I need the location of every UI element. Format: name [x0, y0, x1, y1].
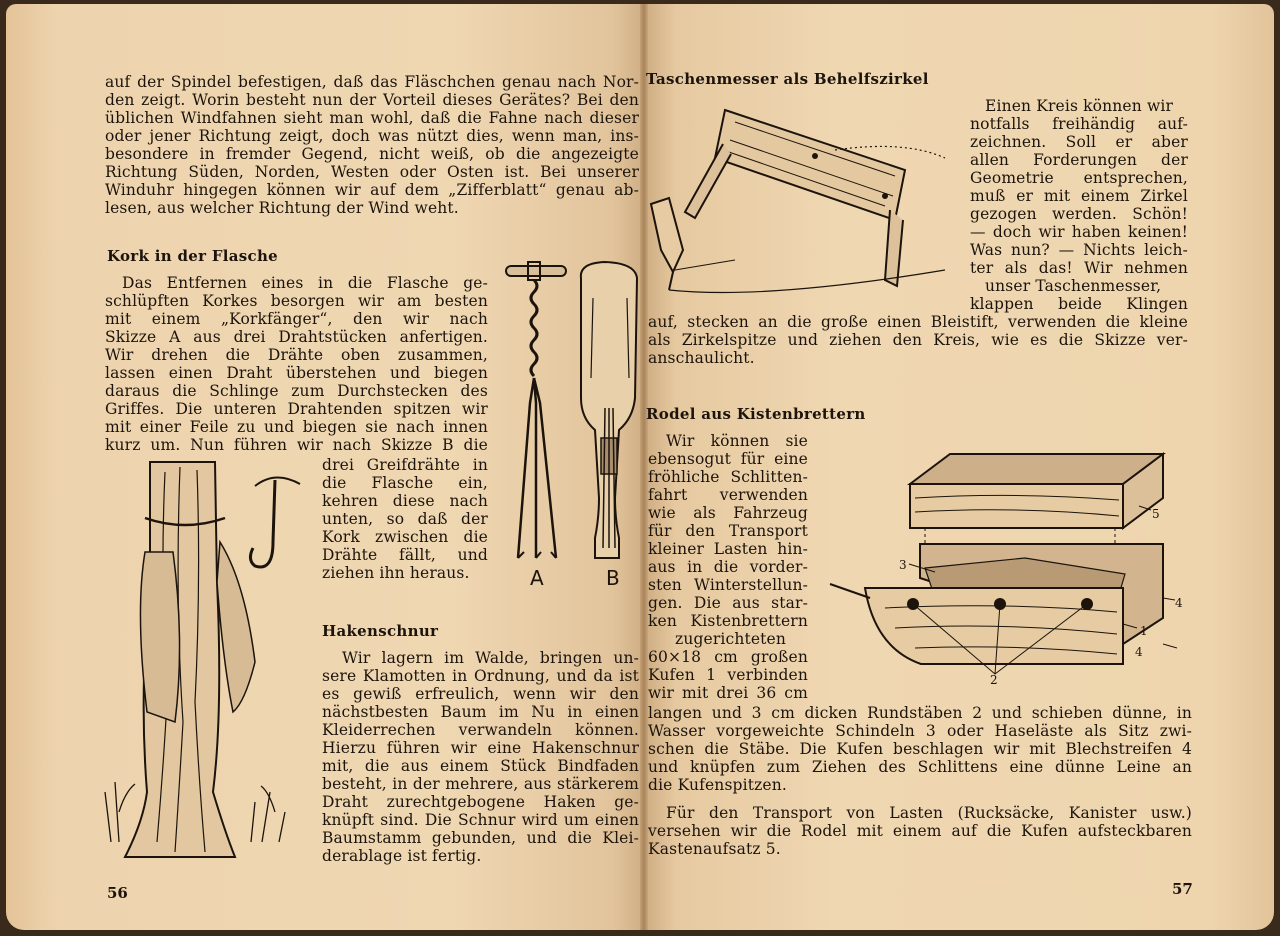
text-line: mit einem „Korkfänger“, den wir nach [105, 310, 488, 328]
text-line: ken Kistenbrettern [648, 612, 808, 630]
text-line: unser Taschenmesser, [985, 277, 1162, 295]
text-line: unten, so daß der [322, 510, 488, 528]
text-line: zeichnen. Soll er aber [970, 133, 1188, 151]
sled-illustration [825, 448, 1185, 688]
knife-compass-illustration [645, 100, 965, 305]
text-line: knüpft sind. Die Schnur wird um einen [322, 811, 639, 829]
text-line: ziehen ihn heraus. [322, 564, 470, 582]
figure-label: 5 [1152, 507, 1160, 521]
page-number-left: 56 [107, 884, 128, 902]
figure-label: 4 [1135, 645, 1143, 659]
text-line: muß er mit einem Zirkel [970, 187, 1188, 205]
text-line: langen und 3 cm dicken Rundstäben 2 und schieben dünne, in [648, 704, 1192, 722]
text-line: nächstbesten Baum im Nu in einen [322, 703, 639, 721]
bottle-illustration [575, 258, 645, 568]
zirkel-heading: Taschenmesser als Behelfszirkel [646, 70, 929, 88]
text-line: und knüpfen zum Ziehen des Schlittens eine dünne Leine an [648, 758, 1192, 776]
figure-label: 4 [1175, 596, 1183, 610]
text-line: üblichen Windfahnen sieht man wohl, daß die Fahne nach dieser [105, 109, 639, 127]
text-line: kurz um. Nun führen wir nach Skizze B die [105, 436, 488, 454]
text-line: drei Greifdrähte in [322, 456, 488, 474]
text-line: 60×18 cm großen [648, 648, 808, 666]
text-line: Wir drehen die Drähte oben zusammen, [105, 346, 488, 364]
text-line: zugerichteten [675, 630, 787, 648]
text-line: Kufen 1 verbinden [648, 666, 808, 684]
cork-catcher-illustration [500, 258, 580, 568]
text-line: wir mit drei 36 cm [648, 684, 808, 702]
text-line: besondere in fremder Gegend, nicht weiß, ob die angezeigte [105, 145, 639, 163]
text-line: die Flasche ein, [322, 474, 488, 492]
rodel-heading: Rodel aus Kistenbrettern [646, 405, 866, 423]
text-line: Was nun? — Nichts leich- [970, 241, 1188, 259]
text-line: Skizze A aus drei Drahtstücken anfertigen. [105, 328, 488, 346]
text-line: allen Forderungen der [970, 151, 1188, 169]
text-line: schen die Stäbe. Die Kufen beschlagen wir mit Blechstreifen 4 [648, 740, 1192, 758]
text-line: Richtung Süden, Norden, Westen oder Osten ist. Bei unserer [105, 163, 639, 181]
text-line: oder jener Richtung zeigt, doch was nützt dies, wenn man, ins- [105, 127, 639, 145]
text-line: Kork zwischen die [322, 528, 488, 546]
text-line: auf der Spindel befestigen, daß das Fläschchen genau nach Nor- [105, 73, 639, 91]
text-line: daraus die Schlinge zum Durchstecken des [105, 382, 488, 400]
text-line: mit einer Feile zu und biegen sie nach innen [105, 418, 488, 436]
sketch-label-a: A [530, 566, 544, 590]
text-line: Drähte fällt, und [322, 546, 488, 564]
kork-heading: Kork in der Flasche [107, 247, 279, 265]
text-line: notfalls freihändig auf- [970, 115, 1188, 133]
haken-heading: Hakenschnur [322, 622, 439, 640]
text-line: Das Entfernen eines in die Flasche ge- [122, 274, 488, 292]
text-line: besteht, in der mehrere, aus stärkerem [322, 775, 639, 793]
text-line: kehren diese nach [322, 492, 488, 510]
text-line: lesen, aus welcher Richtung der Wind weht. [105, 199, 459, 217]
tree-hook-illustration [105, 462, 310, 862]
text-line: Kastenaufsatz 5. [648, 840, 781, 858]
text-line: derablage ist fertig. [322, 847, 482, 865]
text-line: wie als Fahrzeug [648, 504, 808, 522]
text-line: Baumstamm gebunden, und die Klei- [322, 829, 639, 847]
text-line: aus in die vorder- [648, 558, 808, 576]
text-line: anschaulicht. [648, 349, 755, 367]
text-line: Geometrie entsprechen, [970, 169, 1188, 187]
text-line: Draht zurechtgebogene Haken ge- [322, 793, 639, 811]
text-line: ter als das! Wir nehmen [970, 259, 1188, 277]
text-line: fahrt verwenden [648, 486, 808, 504]
text-line: es gewiß erfreulich, wenn wir den [322, 685, 639, 703]
figure-label: 3 [899, 558, 907, 572]
text-line: Wasser vorgeweichte Schindeln 3 oder Haseläste als Sitz zwi- [648, 722, 1192, 740]
text-line: gen. Die aus star- [648, 594, 808, 612]
text-line: die Kufenspitzen. [648, 776, 787, 794]
text-line: Hierzu führen wir eine Hakenschnur [322, 739, 639, 757]
text-line: Wir lagern im Walde, bringen un- [342, 649, 639, 667]
text-line: kleiner Lasten hin- [648, 540, 808, 558]
text-line: fröhliche Schlitten- [648, 468, 808, 486]
text-line: versehen wir die Rodel mit einem auf die Kufen aufsteckbaren [648, 822, 1192, 840]
text-line: den zeigt. Worin besteht nun der Vorteil dieses Gerätes? Bei den [105, 91, 639, 109]
text-line: sten Winterstellun- [648, 576, 808, 594]
text-line: Für den Transport von Lasten (Rucksäcke, Kanister usw.) [666, 804, 1192, 822]
text-line: schlüpften Korkes besorgen wir am besten [105, 292, 488, 310]
text-line: — doch wir haben keinen! [970, 223, 1188, 241]
text-line: ebensogut für eine [648, 450, 808, 468]
text-line: mit, die aus einem Stück Bindfaden [322, 757, 639, 775]
text-line: Kleiderrechen verwandeln können. [322, 721, 639, 739]
sketch-label-b: B [606, 566, 620, 590]
text-line: lassen einen Draht überstehen und biegen [105, 364, 488, 382]
text-line: Winduhr hingegen können wir auf dem „Zifferblatt“ genau ab- [105, 181, 639, 199]
figure-label: 2 [990, 673, 998, 687]
text-line: Griffes. Die unteren Drahtenden spitzen wir [105, 400, 488, 418]
text-line: gezogen werden. Schön! [970, 205, 1188, 223]
text-line: auf, stecken an die große einen Bleistift, verwenden die kleine [648, 313, 1188, 331]
text-line: als Zirkelspitze und ziehen den Kreis, wie es die Skizze ver- [648, 331, 1188, 349]
text-line: klappen beide Klingen [970, 295, 1188, 313]
text-line: Einen Kreis können wir [985, 97, 1174, 115]
text-line: Wir können sie [666, 432, 808, 450]
figure-label: 1 [1140, 624, 1148, 638]
text-line: sere Klamotten in Ordnung, und da ist [322, 667, 639, 685]
text-line: für den Transport [648, 522, 808, 540]
page-number-right: 57 [1172, 880, 1193, 898]
